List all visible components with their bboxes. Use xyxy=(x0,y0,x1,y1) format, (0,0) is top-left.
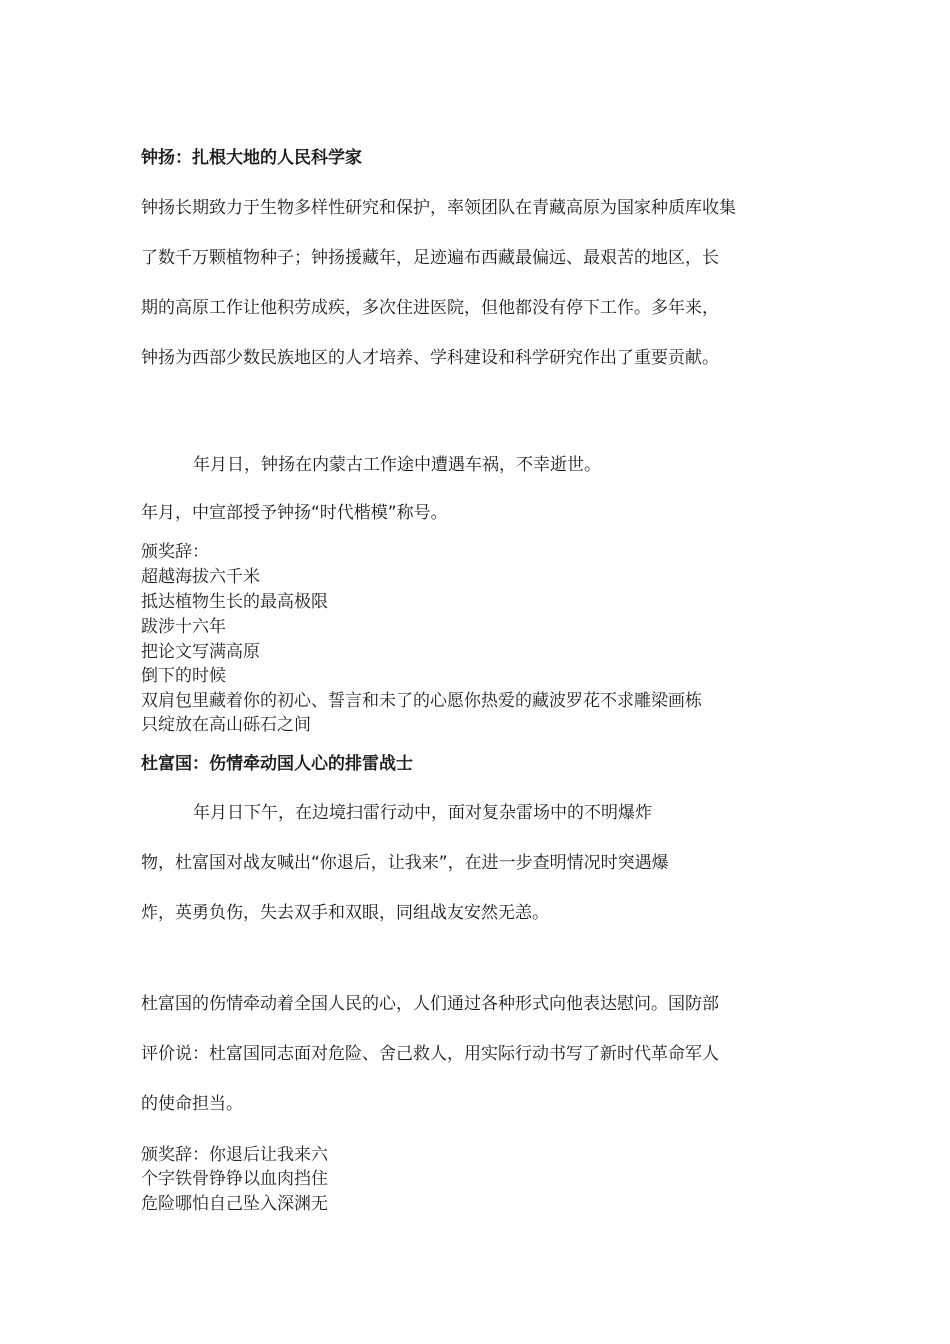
citation-line: 跋涉十六年 xyxy=(141,617,226,637)
paragraph-line: 了数千万颗植物种子；钟扬援藏年，足迹遍布西藏最偏远、最艰苦的地区，长 xyxy=(141,248,719,268)
section-heading-zhong-yang: 钟扬：扎根大地的人民科学家 xyxy=(141,148,362,168)
section-heading-du-fu-guo: 杜富国：伤情牵动国人心的排雷战士 xyxy=(141,754,413,774)
citation-line: 双肩包里藏着你的初心、誓言和未了的心愿你热爱的藏波罗花不求雕梁画栋 xyxy=(141,691,702,711)
event-line: 炸，英勇负伤，失去双手和双眼，同组战友安然无恙。 xyxy=(141,903,549,923)
paragraph-line: 钟扬为西部少数民族地区的人才培养、学科建设和科学研究作出了重要贡献。 xyxy=(141,348,719,368)
citation-label: 颁奖辞： xyxy=(141,542,209,562)
citation-line: 超越海拔六千米 xyxy=(141,567,260,587)
citation-line: 把论文写满高原 xyxy=(141,642,260,662)
award-line: 年月，中宣部授予钟扬“时代楷模”称号。 xyxy=(141,503,448,523)
event-line: 年月日，钟扬在内蒙古工作途中遭遇车祸，不幸逝世。 xyxy=(193,455,601,475)
paragraph-line: 期的高原工作让他积劳成疾，多次住进医院，但他都没有停下工作。多年来， xyxy=(141,298,719,318)
event-line: 物，杜富国对战友喊出“你退后，让我来”，在进一步查明情况时突遇爆 xyxy=(141,853,669,873)
paragraph-line: 的使命担当。 xyxy=(141,1094,243,1114)
paragraph-line: 钟扬长期致力于生物多样性研究和保护，率领团队在青藏高原为国家种质库收集 xyxy=(141,198,736,218)
citation-line: 只绽放在高山砾石之间 xyxy=(141,715,311,735)
event-line: 年月日下午，在边境扫雷行动中，面对复杂雷场中的不明爆炸 xyxy=(193,803,652,823)
citation-line: 倒下的时候 xyxy=(141,666,226,686)
citation-line: 抵达植物生长的最高极限 xyxy=(141,592,328,612)
citation-line: 颁奖辞：你退后让我来六 xyxy=(141,1145,328,1165)
paragraph-line: 杜富国的伤情牵动着全国人民的心，人们通过各种形式向他表达慰问。国防部 xyxy=(141,994,719,1014)
citation-line: 个字铁骨铮铮以血肉挡住 xyxy=(141,1169,328,1189)
paragraph-line: 评价说：杜富国同志面对危险、舍己救人，用实际行动书写了新时代革命军人 xyxy=(141,1044,719,1064)
citation-line: 危险哪怕自己坠入深渊无 xyxy=(141,1194,328,1214)
